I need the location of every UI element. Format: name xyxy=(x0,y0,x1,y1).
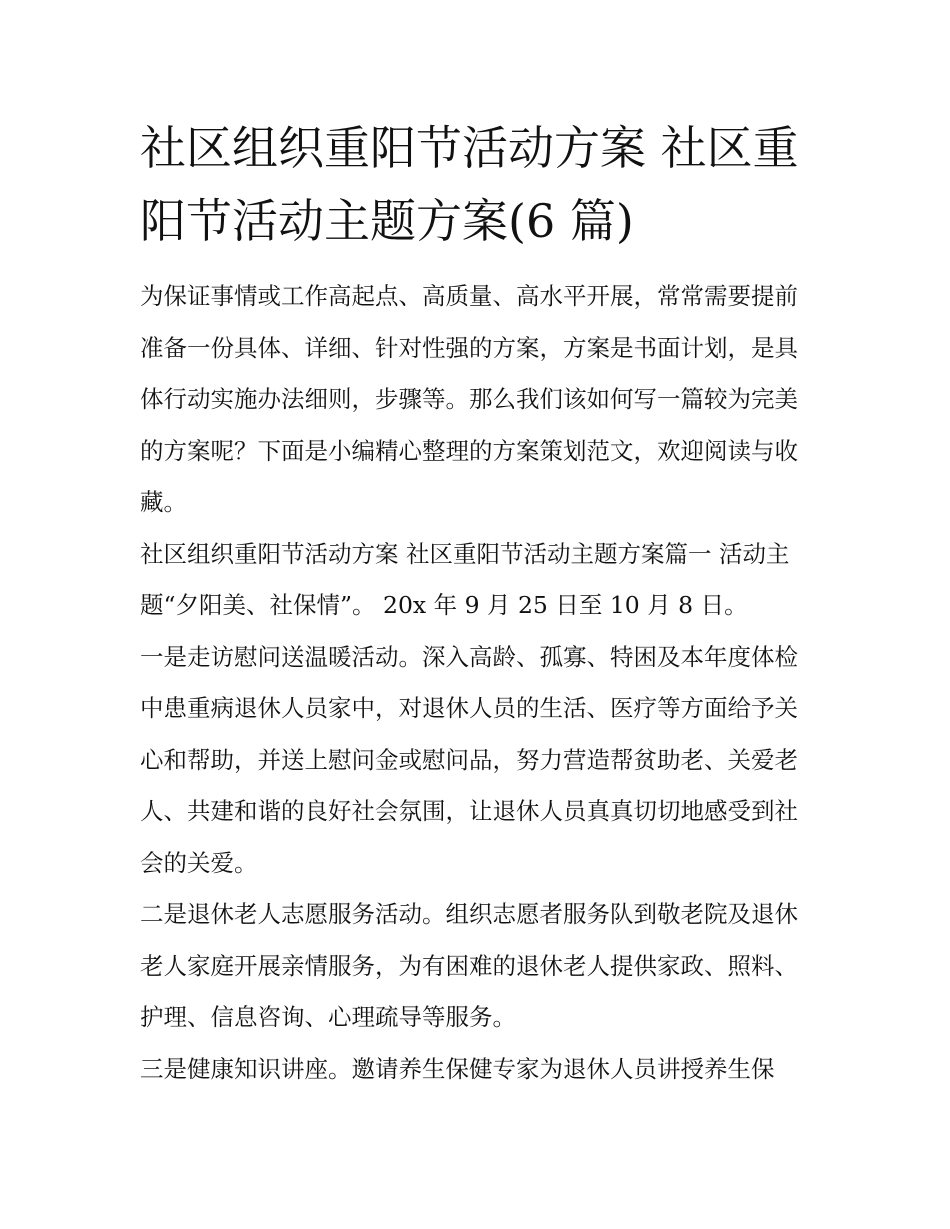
document-title: 社区组织重阳节活动方案 社区重阳节活动主题方案(6 篇) xyxy=(140,121,799,248)
document-body xyxy=(140,112,815,1095)
visit-activity-paragraph: 一是走访慰问送温暖活动。深入高龄、孤寡、特困及本年度体检中患重病退休人员家中，对退休人员的生活、医疗等方面给予关心和帮助，并送上慰问金或慰问品，努力营造帮贫助老、关爱老人、共建和谐的良好社会氛围，让退休人员真真切切地感受到社会的关爱。 xyxy=(140,642,798,877)
volunteer-activity-paragraph: 二是退休老人志愿服务活动。组织志愿者服务队到敬老院及退休老人家庭开展亲情服务，为有困难的退休老人提供家政、照料、护理、信息咨询、心理疏导等服务。 xyxy=(140,900,798,1031)
activity-theme-paragraph: 社区组织重阳节活动方案 社区重阳节活动主题方案篇一 活动主题“夕阳美、社保情”。 20x 年 9 月 25 日至 10 月 8 日。 xyxy=(140,539,790,619)
health-lecture-paragraph: 三是健康知识讲座。邀请养生保健专家为退休人员讲授养生保 xyxy=(140,1054,775,1083)
intro-paragraph: 为保证事情或工作高起点、高质量、高水平开展，常常需要提前准备一份具体、详细、针对性强的方案，方案是书面计划，是具体行动实施办法细则，步骤等。那么我们该如何写一篇较为完美的方案呢？下面是小编精心整理的方案策划范文，欢迎阅读与收藏。 xyxy=(140,282,798,516)
